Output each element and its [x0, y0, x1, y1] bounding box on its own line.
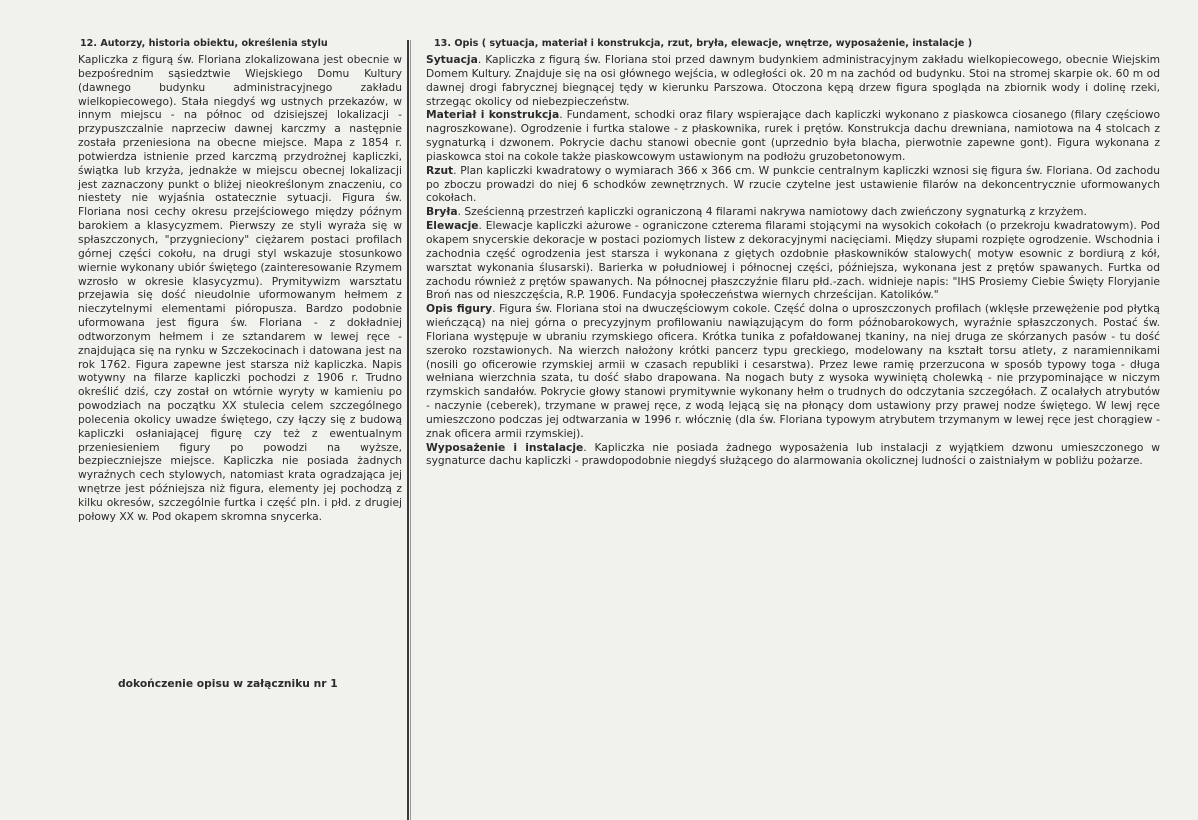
history-heading: 12. Autorzy, historia obiektu, określenia stylu [80, 38, 328, 49]
section-text: . Figura św. Floriana stoi na dwuczęściowym cokole. Część dolna o uproszczonych profilach (wklęsłe przewężenie pod płytką wieńczącą) na niej górna o precyzyjnym profilowaniu nawiązującym do form późnobarokowych, wyraźnie spłaszczonych. Postać św. Floriana występuje w ubraniu rzymskiego oficera. Krótka tunika z pofałdowanej tkaniny, na niej druga ze skórzanych pasów - tu dość szeroko rozstawionych. Na wierzch nałożony krótki pancerz typu greckiego, modelowany na kształt torsu atlety, z naramiennikami (nosili go oficerowie rzymskiej armii w czasach republiki i cesarstwa). Przez lewe ramię przerzucona w sposób typowy toga - długa wełniana wierzchnia szata, tu dość słabo drapowana. Na nogach buty z wysoka wywiniętą cholewką - nie przypominające w niczym rzymskich sandałów. Pokrycie głowy stanowi prymitywnie wykonany hełm o trudnych do odczytania szczegółach. Z ocalałych atrybutów - naczynie (ceberek), trzymane w prawej ręce, z wodą lejącą się na płonący dom ustawiony przy prawej nodze świętego. W lewj ręce umieszczono podczas jej odtwarzania w 1996 r. włócznię (dla św. Floriana typowym atrybutem trzymanym w lewej ręce jest chorągiew - znak oficera armii rzymskiej). [426, 302, 1160, 440]
section-label: Bryła [426, 205, 458, 219]
section-elevations [426, 219, 1160, 302]
section-label: Elewacje [426, 219, 479, 233]
section-text: . Elewacje kapliczki ażurowe - ograniczone czterema filarami stojącymi na wysokich cokołach (o przekroju kwadratowym). Pod okapem snycerskie dekoracje w postaci poziomych listew z dekoracyjnymi nacięciami. Między słupami rozpięte ogrodzenie. Wschodnia i zachodnia część ogrodzenia jest starsza i wykonana z giętych ozdobnie płaskowników stalowych( motyw esownic z bordiurą z kół, warsztat wykonania ślusarski). Barierka w południowej i północnej części, późniejsza, wykonana jest z prętów spawanych. Furtka od zachodu również z prętów spawanych. Na północnej płaszczyźnie filaru płd.-zach. widnieje napis: "IHS Prosiemy Ciebie Święty Floryjanie Broń nas od nieszczęścia, R.P. 1906. Fundacyja społeczeństwa wiernych chrześcijan. Katolików." [426, 219, 1160, 302]
section-text: . Sześcienną przestrzeń kapliczki ograniczoną 4 filarami nakrywa namiotowy dach zwieńczony sygnaturką z krzyżem. [457, 205, 1087, 219]
description-heading: 13. Opis ( sytuacja, materiał i konstrukcja, rzut, bryła, elewacje, wnętrze, wyposażenie, instalacje ) [434, 38, 973, 49]
section-situation [426, 53, 1160, 108]
continuation-note: dokończenie opisu w załączniku nr 1 [118, 677, 338, 690]
section-label: Wyposażenie i instalacje [426, 440, 584, 454]
section-label: Opis figury [426, 302, 493, 316]
section-label: Materiał i konstrukcja [426, 108, 560, 122]
section-label: Rzut [426, 163, 454, 177]
section-text: . Kapliczka nie posiada żadnego wyposażenia lub instalacji z wyjątkiem dzwonu umieszczonego w sygnaturce dachu kapliczki - prawdopodobnie niegdyś służącego do alarmowania okolicznej ludności o zaistniałym w pobliżu pożarze. [426, 440, 1160, 468]
section-plan [426, 164, 1160, 206]
section-text: . Plan kapliczki kwadratowy o wymiarach 366 x 366 cm. W punkcie centralnym kapliczki wznosi się figura św. Floriana. Od zachodu po zboczu prowadzi do niej 6 schodków zewnętrznych. W rzucie czytelne jest ustawienie filarów na dekoncentrycznie uformowanych cokołach. [426, 163, 1160, 205]
history-body: Kapliczka z figurą św. Floriana zlokalizowana jest obecnie w bezpośrednim sąsiedztwie Wiejskiego Domu Kultury (dawnego budynku administracyjnego zakładu wielkopiecowego). Stała niegdyś wg ustnych przekazów, w innym miejscu - na północ od dzisiejszej lokalizacji - przypuszczalnie naprzeciw dawnej karczmy a następnie została przeniesiona na obecne miejsce. Mapa z 1854 r. potwierdza istnienie przed karczmą przydrożnej kapliczki, świątka lub krzyża, jednakże w miejscu obecnej lokalizacji jest zaznaczony punkt o bliżej nieokreślonym znaczeniu, co niestety nie wyjaśnia ostatecznie sytuacji. Figura św. Floriana nosi cechy okresu przejściowego między późnym barokiem a klasycyzmem. Pierwszy ze styli wyraża się w spłaszczonych, "przygnieciony" ciężarem postaci profilach górnej części cokołu, na drugi styl wskazuje stosunkowo wiernie wykonany ubiór świętego (zainteresowanie Rzymem wzrosło w okresie klasycyzmu). Prymitywizm warsztatu przejawia się dość nieudolnie uformowanym hełmem z nieczytelnymi elementami pióropusza. Bardzo podobnie uformowana jest figura św. Floriana - z dokładniej odtworzonym hełmem i ze sztandarem w lewej ręce - znajdująca się na rynku w Szczekocinach i datowana jest na rok 1762. Figura zapewne jest starsza niż kapliczka. Napis wotywny na filarze kapliczki pochodzi z 1906 r. Trudno określić dziś, czy został on wtórnie wyryty w kamieniu po powodziach na początku XX stulecia celem szczególnego polecenia okolicy uwadze świętego, czy łączy się z budową kapliczki osłaniającej figurę czy też z ewentualnym przeniesieniem figury po powodzi na wyższe, bezpieczniejsze miejsce. Kapliczka nie posiada żadnych wyraźnych cech stylowych, natomiast krata ogradzająca jej wnętrze jest późniejsza niż figura, elementy jej pochodzą z kilku okresów, szczególnie furtka i część pln. i płd. z drugiej połowy XX w. Pod okapem skromna snycerka. [78, 53, 402, 523]
section-figure [426, 302, 1160, 440]
column-divider-shadow [410, 40, 411, 820]
history-column [78, 38, 402, 524]
section-material [426, 108, 1160, 163]
section-label: Sytuacja [426, 53, 478, 66]
section-text: . Kapliczka z figurą św. Floriana stoi przed dawnym budynkiem administracyjnym zakładu wielkopiecowego, obecnie Wiejskim Domem Kultury. Znajduje się na osi głównego wejścia, w odległości ok. 20 m na zachód od budynku. Stoi na stromej skarpie ok. 60 m od dawnej drogi fabrycznej biegnącej tędy w kierunku Parszowa. Otoczona kępą drzew figura spogląda na zbiornik wody i dolinę rzeki, strzegąc okolicy od niebezpieczeństw. [426, 53, 1160, 108]
section-equipment [426, 441, 1160, 469]
section-text: . Fundament, schodki oraz filary wspierające dach kapliczki wykonano z piaskowca ciosanego (filary częściowo nagroszkowane). Ogrodzenie i furtka stalowe - z płaskownika, rurek i prętów. Konstrukcja dachu drewniana, namiotowa na 4 stolcach z sygnaturką i dzwonem. Pokrycie dachu stanowi obecnie gont (uprzednio była blacha, pierwotnie zapewne gont). Figura wykonana z piaskowca stoi na cokole także piaskowcowym ustawionym na podłożu gruzobetonowym. [426, 108, 1160, 163]
section-body [426, 205, 1160, 219]
description-column [426, 38, 1160, 468]
column-divider [407, 40, 409, 820]
